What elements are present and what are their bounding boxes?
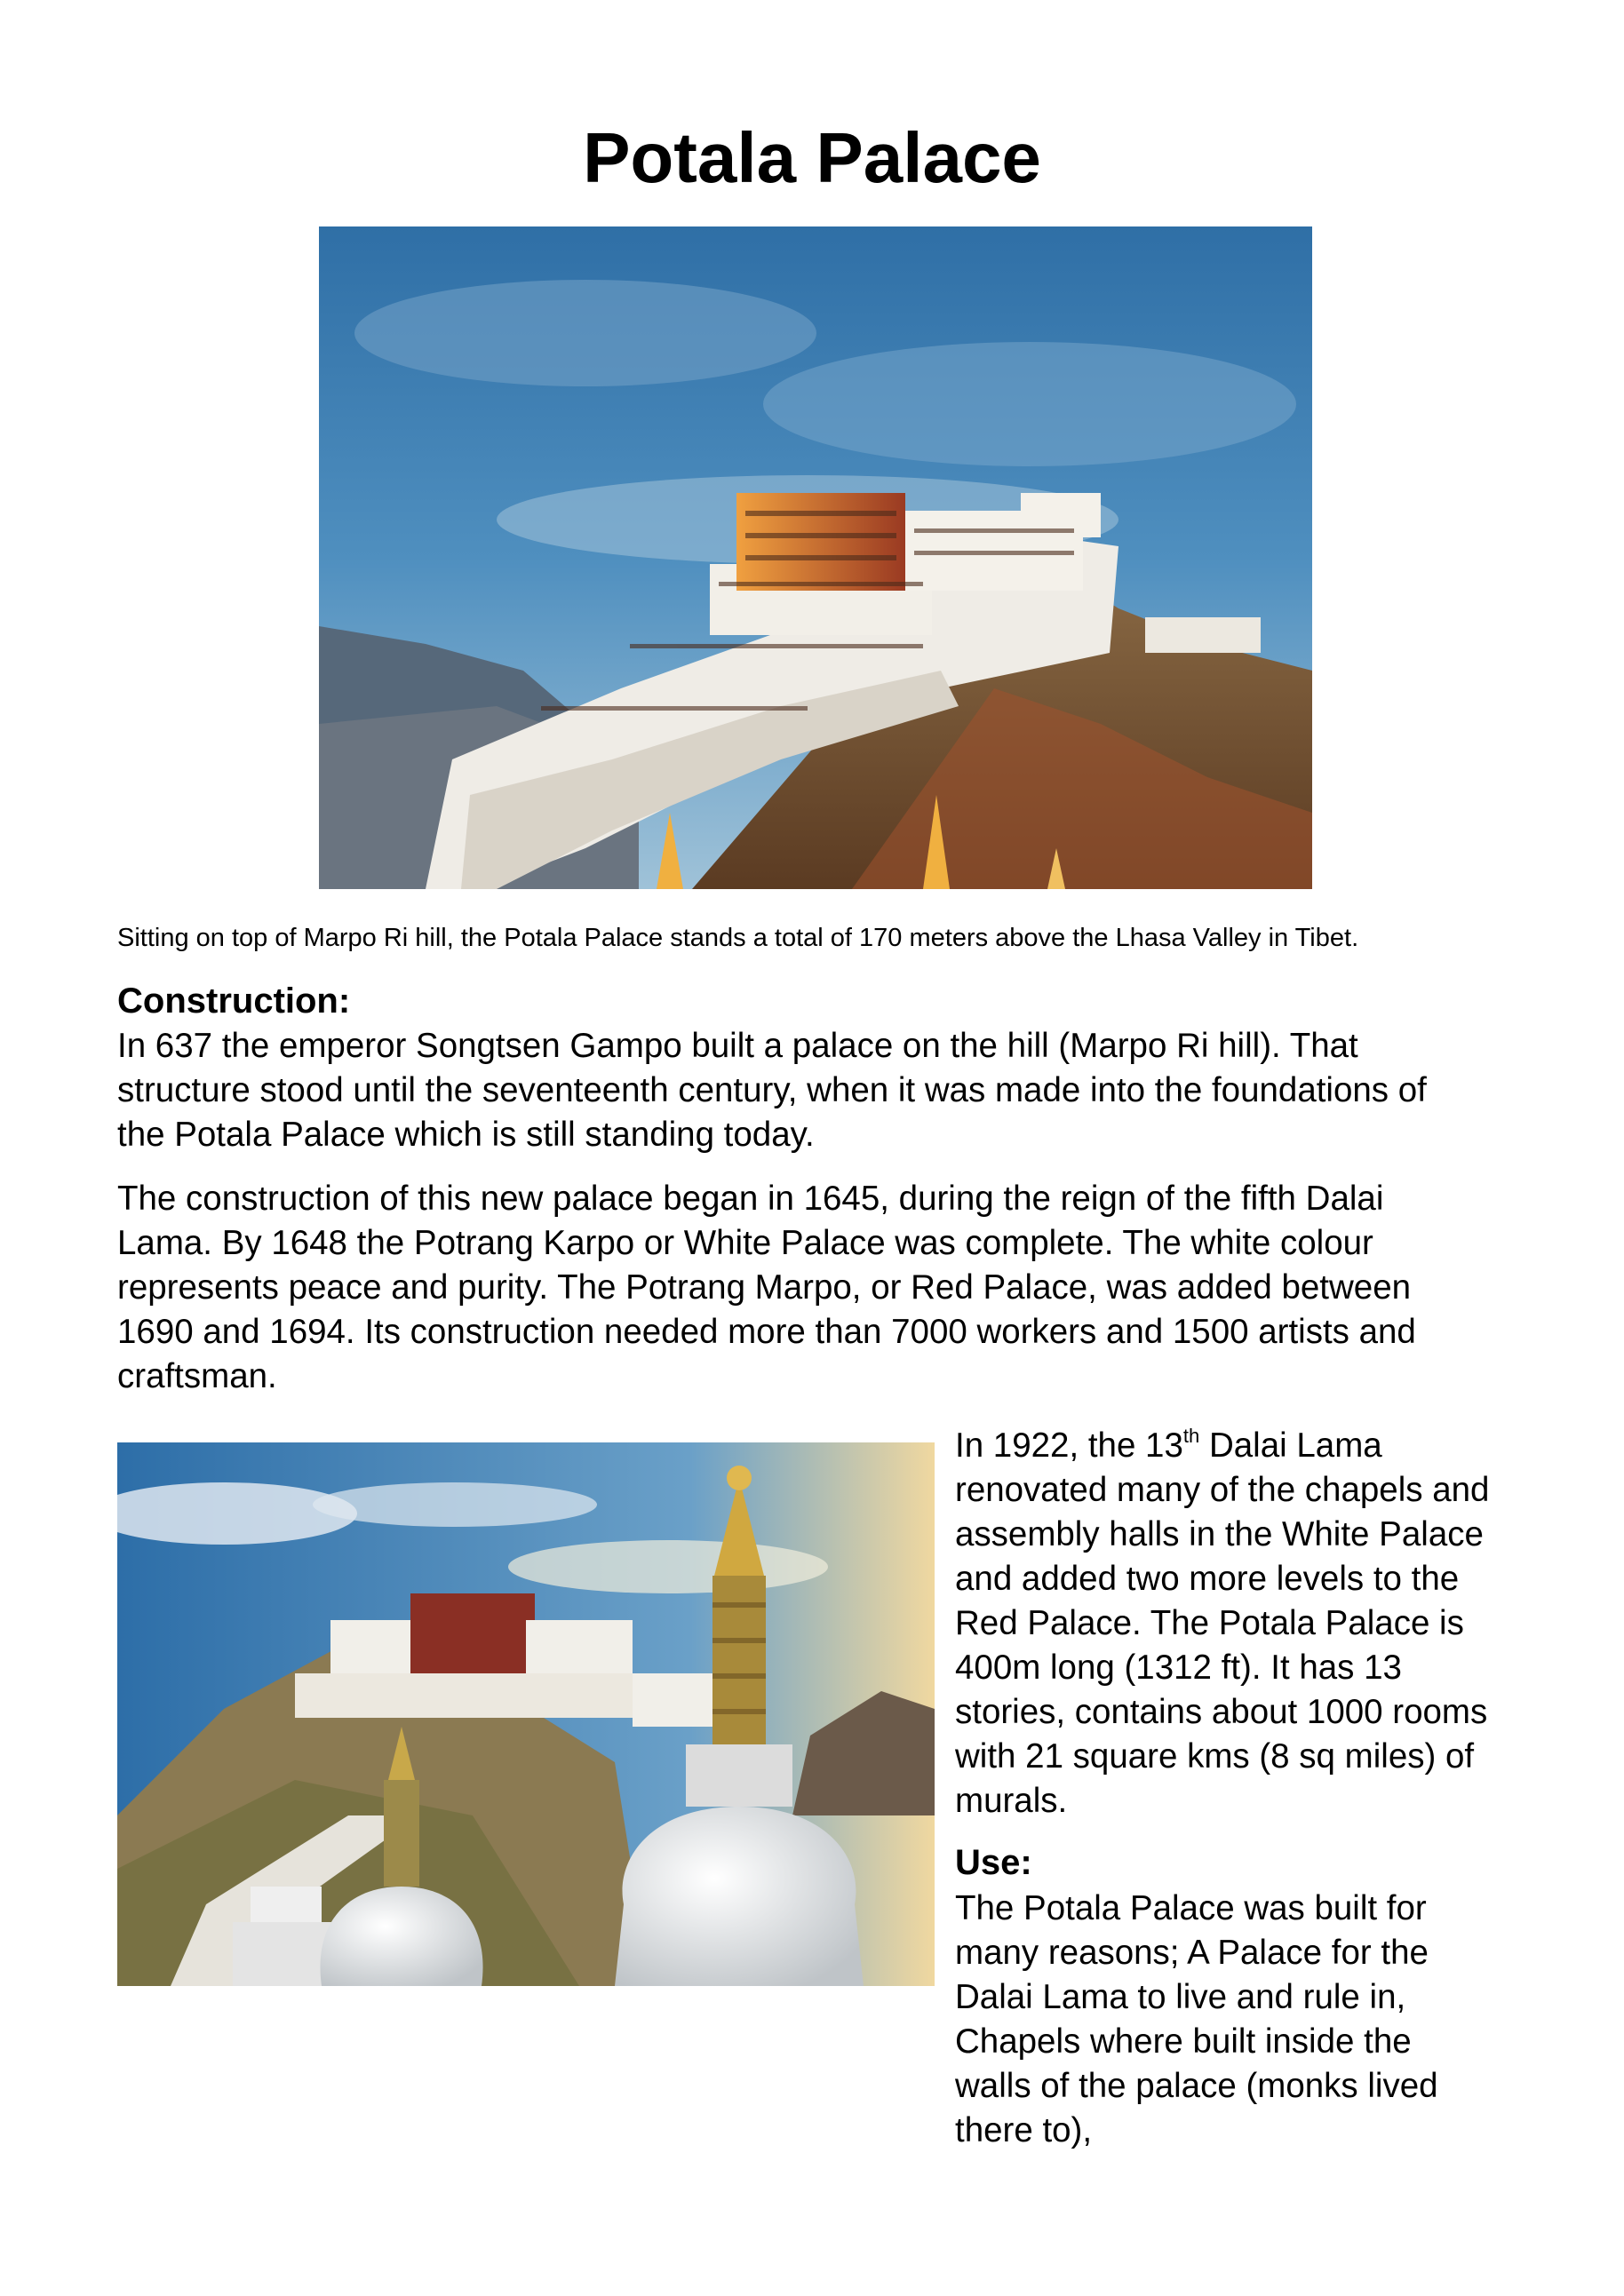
text-line: Lama. By 1648 the Potrang Karpo or White Palace was complete. The white colour — [117, 1224, 1373, 1262]
renovation-paragraph — [955, 1424, 1489, 1823]
text-line: many reasons; A Palace for the — [955, 1934, 1429, 1972]
construction-paragraph-1 — [117, 1024, 1427, 1157]
text-line: In 1922, the 13th Dalai Lama — [955, 1425, 1382, 1465]
text-line: Chapels where built inside the — [955, 2022, 1412, 2061]
page-title: Potala Palace — [583, 118, 1041, 197]
text-line: walls of the palace (monks lived — [955, 2067, 1438, 2105]
potala-palace-hill-photo — [319, 226, 1312, 889]
text-line: the Potala Palace which is still standing today. — [117, 1116, 815, 1154]
construction-heading: Construction: — [117, 981, 351, 1021]
text-line: craftsman. — [117, 1357, 277, 1395]
image-caption: Sitting on top of Marpo Ri hill, the Potala Palace stands a total of 170 meters above the Lhasa Valley in Tibet. — [117, 924, 1359, 952]
text-line: stories, contains about 1000 rooms — [955, 1693, 1488, 1731]
text-line: Dalai Lama to live and rule in, — [955, 1978, 1406, 2016]
text-line: structure stood until the seventeenth century, when it was made into the foundations of — [117, 1071, 1427, 1109]
text-line: 1690 and 1694. Its construction needed more than 7000 workers and 1500 artists and — [117, 1313, 1416, 1351]
palace-image-bottom — [117, 1442, 935, 1986]
text-line: The Potala Palace was built for — [955, 1889, 1427, 1927]
text-line: with 21 square kms (8 sq miles) of — [955, 1737, 1475, 1776]
text-line: The construction of this new palace began in 1645, during the reign of the fifth Dalai — [117, 1180, 1384, 1218]
text-line: In 637 the emperor Songtsen Gampo built a palace on the hill (Marpo Ri hill). That — [117, 1027, 1358, 1065]
construction-paragraph-2 — [117, 1177, 1416, 1399]
use-paragraph — [955, 1887, 1438, 2153]
text-line: there to), — [955, 2111, 1093, 2149]
palace-image-top — [319, 226, 1312, 889]
text-line: murals. — [955, 1782, 1068, 1820]
text-line: represents peace and purity. The Potrang Marpo, or Red Palace, was added between — [117, 1268, 1412, 1307]
text-line: assembly halls in the White Palace — [955, 1515, 1484, 1553]
text-line: and added two more levels to the — [955, 1560, 1460, 1598]
text-line: renovated many of the chapels and — [955, 1471, 1490, 1509]
potala-palace-stupas-photo — [117, 1442, 935, 1986]
text-line: Red Palace. The Potala Palace is — [955, 1604, 1464, 1642]
use-heading: Use: — [955, 1843, 1032, 1882]
text-line: 400m long (1312 ft). It has 13 — [955, 1649, 1402, 1687]
